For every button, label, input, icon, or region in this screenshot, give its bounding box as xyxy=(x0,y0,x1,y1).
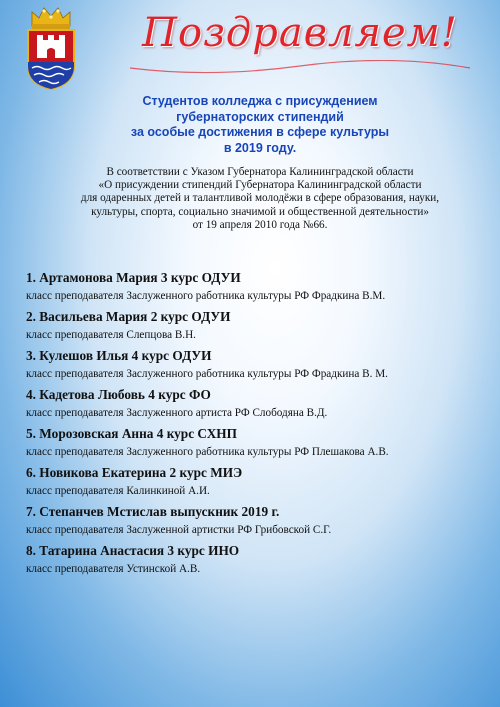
student-name: 4. Кадетова Любовь 4 курс ФО xyxy=(26,387,211,402)
greeting-title: Поздравляем! xyxy=(142,10,458,56)
list-item xyxy=(26,270,494,303)
coat-of-arms-icon xyxy=(24,6,78,90)
heading-line: Студентов колледжа с присуждением xyxy=(142,94,378,108)
student-name: 6. Новикова Екатерина 2 курс МИЭ xyxy=(26,465,243,480)
list-item xyxy=(26,543,494,576)
decree-line: «О присуждении стипендий Губернатора Калининградской области xyxy=(98,179,422,192)
teacher-line: класс преподавателя Заслуженного работника культуры РФ Фрадкина В.М. xyxy=(26,290,386,302)
list-item xyxy=(26,426,494,459)
heading-line: в 2019 году. xyxy=(223,140,297,155)
teacher-line: класс преподавателя Заслуженной артистки РФ Грибовской С.Г. xyxy=(26,524,332,536)
student-name: 7. Степанчев Мстислав выпускник 2019 г. xyxy=(26,504,280,519)
heading-line: губернаторских стипендий xyxy=(176,109,344,124)
teacher-line: класс преподавателя Заслуженного артиста РФ Слободяна В.Д. xyxy=(26,407,328,419)
student-name: 1. Артамонова Мария 3 курс ОДУИ xyxy=(26,270,241,285)
student-name: 8. Татарина Анастасия 3 курс ИНО xyxy=(26,543,240,558)
heading-line: за особые достижения в сфере культуры xyxy=(130,125,390,139)
decree-line: для одаренных детей и талантливой молодёжи в сфере образования, науки, xyxy=(80,192,440,205)
flourish-ornament xyxy=(120,60,480,78)
teacher-line: класс преподавателя Заслуженного работника культуры РФ Фрадкина В. М. xyxy=(26,368,388,380)
student-name: 3. Кулешов Илья 4 курс ОДУИ xyxy=(26,348,212,363)
list-item xyxy=(26,465,494,498)
decree-line: В соответствии с Указом Губернатора Калининградской области xyxy=(106,166,414,178)
decree-line: культуры, спорта, социально значимой и общественной деятельности» xyxy=(91,205,429,218)
list-item xyxy=(26,504,494,537)
teacher-line: класс преподавателя Устинской А.В. xyxy=(26,563,201,575)
decree-reference xyxy=(40,166,480,232)
list-item xyxy=(26,387,494,420)
student-name: 5. Морозовская Анна 4 курс СХНП xyxy=(26,426,237,441)
list-item xyxy=(26,348,494,381)
student-name: 2. Васильева Мария 2 курс ОДУИ xyxy=(26,309,231,324)
decree-line: от 19 апреля 2010 года №66. xyxy=(192,218,328,231)
announcement-heading xyxy=(40,94,480,156)
teacher-line: класс преподавателя Заслуженного работника культуры РФ Плешакова А.В. xyxy=(26,446,389,458)
students-list xyxy=(26,270,494,582)
teacher-line: класс преподавателя Калинкиной А.И. xyxy=(26,485,210,497)
list-item xyxy=(26,309,494,342)
teacher-line: класс преподавателя Слепцова В.Н. xyxy=(26,329,196,341)
